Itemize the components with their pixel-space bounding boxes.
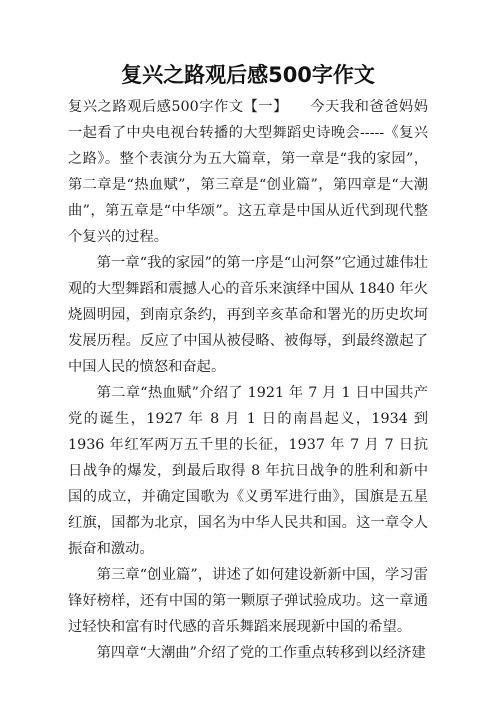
paragraph-chapter-two: 第二章“热血赋”介绍了 1921 年 7 月 1 日中国共产党的诞生，1927 年 8 月 1 日的南昌起义，1934 到 1936 年红军两万五千里的长征，1937 年 7 月 7 日抗日战争的爆发，到最后取得 8 年抗日战争的胜利和新中国的成立，并确定国歌为《义勇军进行曲》，国旗是五星红旗，国都为北京，国名为中华人民共和国。这一章令人振奋和激动。 (68, 385, 428, 557)
paragraph-intro: 复兴之路观后感500字作文【一】 今天我和爸爸妈妈一起看了中央电视台转播的大型舞蹈史诗晚会-----《复兴之路》。整个表演分为五大篇章，第一章是“我的家园”，第二章是“热血赋”，第三章是“创业篇”，第四章是“大潮曲”，第五章是“中华颂”。这五章是中国从近代到现代整个复兴的过程。 (68, 99, 428, 245)
paragraph-chapter-one: 第一章“我的家园”的第一序是“山河祭”它通过雄伟壮观的大型舞蹈和震撼人心的音乐来演绎中国从 1840 年火烧圆明园，到南京条约，再到辛亥革命和署光的历史坎坷发展历程。反应了中国从被侵略、被侮辱，到最终激起了中国人民的愤怒和奋起。 (68, 255, 429, 375)
document-title: 复兴之路观后感500字作文 (121, 63, 375, 87)
paragraph-chapter-four: 第四章“大潮曲”介绍了党的工作重点转移到以经济建 (96, 645, 426, 661)
paragraph-chapter-three: 第三章“创业篇”，讲述了如何建设新新中国，学习雷锋好榜样，还有中国的第一颗原子弹试验成功。这一章通过轻快和富有时代感的音乐舞蹈来展现新中国的希望。 (68, 567, 428, 635)
